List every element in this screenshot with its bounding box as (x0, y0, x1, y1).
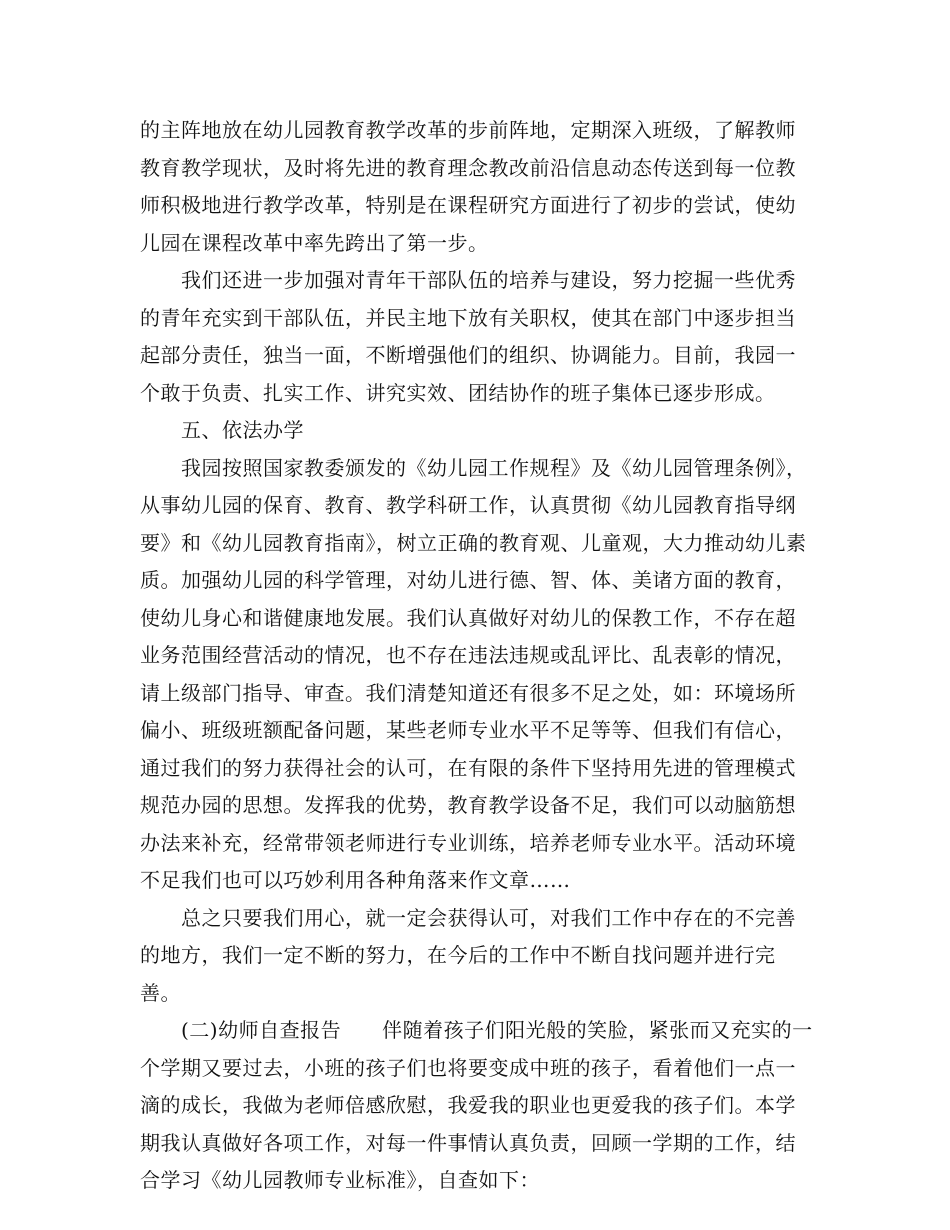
section-heading-law-based-running: 五、依法办学 (140, 418, 304, 442)
document-body (140, 112, 816, 1200)
paragraph-regulations-compliance: 我园按照国家教委颁发的《幼儿园工作规程》及《幼儿园管理条例》，从事幼儿园的保育、教育、教学科研工作，认真贯彻《幼儿园教育指导纲要》和《幼儿园教育指南》，树立正确的教育观、儿童观，大力推动幼儿素质。加强幼儿园的科学管理，对幼儿进行德、智、体、美诸方面的教育，使幼儿身心和谐健康地发展。我们认真做好对幼儿的保教工作，不存在超业务范围经营活动的情况，也不存在违法违规或乱评比、乱表彰的情况，请上级部门指导、审查。我们清楚知道还有很多不足之处，如：环境场所偏小、班级班额配备问题，某些老师专业水平不足等等、但我们有信心，通过我们的努力获得社会的认可，在有限的条件下坚持用先进的管理模式规范办园的思想。发挥我的优势，教育教学设备不足，我们可以动脑筋想办法来补充，经常带领老师进行专业训练，培养老师专业水平。活动环境不足我们也可以巧妙利用各种角落来作文章…… (140, 455, 807, 892)
paragraph-conclusion: 总之只要我们用心，就一定会获得认可，对我们工作中存在的不完善的地方，我们一定不断的努力，在今后的工作中不断自找问题并进行完善。 (140, 905, 796, 1005)
paragraph-teacher-self-report: (二)幼师自查报告 伴随着孩子们阳光般的笑脸，紧张而又充实的一个学期又要过去，小班的孩子们也将要变成中班的孩子，看着他们一点一滴的成长，我做为老师倍感欣慰，我爱我的职业也更爱我的孩子们。本学期我认真做好各项工作，对每一件事情认真负责，回顾一学期的工作，结合学习《幼儿园教师专业标准》，自查如下： (140, 1018, 813, 1192)
paragraph-cadre-building: 我们还进一步加强对青年干部队伍的培养与建设，努力挖掘一些优秀的青年充实到干部队伍，并民主地下放有关职权，使其在部门中逐步担当起部分责任，独当一面，不断增强他们的组织、协调能力。目前，我园一个敢于负责、扎实工作、讲究实效、团结协作的班子集体已逐步形成。 (140, 268, 796, 405)
paragraph-leadership-reform: 的主阵地放在幼儿园教育教学改革的步前阵地，定期深入班级，了解教师教育教学现状，及时将先进的教育理念教改前沿信息动态传送到每一位教师积极地进行教学改革，特别是在课程研究方面进行了初步的尝试，使幼儿园在课程改革中率先跨出了第一步。 (140, 118, 796, 255)
